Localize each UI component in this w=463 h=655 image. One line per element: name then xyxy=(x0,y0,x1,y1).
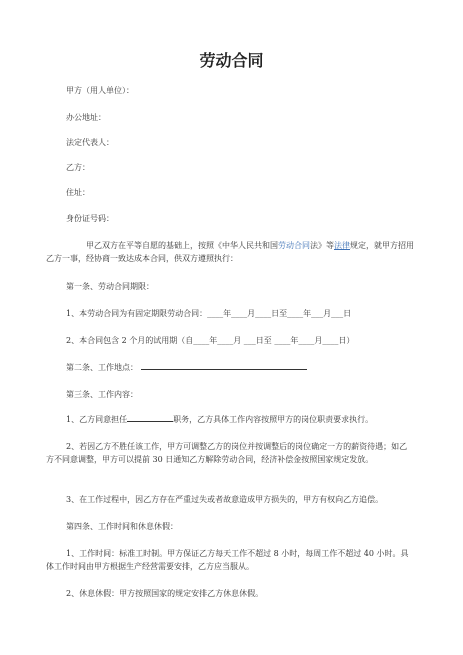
intro-text-2: 法》等 xyxy=(310,241,334,250)
document-title: 劳动合同 xyxy=(199,51,264,70)
article1-item2: 2、本合同包含 2 个月的试用期（自____年____月 ___日至 ____年____月____日） xyxy=(66,336,355,345)
article4-item2: 2、休息休假：甲方按照国家的规定安排乙方休息休假。 xyxy=(66,589,264,598)
link-labor-contract[interactable]: 劳动合同 xyxy=(278,241,310,250)
article3-title: 第三条、工作内容： xyxy=(66,390,138,399)
id-number-label: 身份证号码： xyxy=(66,214,114,223)
link-law[interactable]: 法律 xyxy=(334,241,350,250)
party-a-label: 甲方（用人单位）： xyxy=(66,86,134,95)
intro-paragraph xyxy=(46,239,418,265)
blank-workplace xyxy=(141,363,307,370)
article3-item1-text-a: 1、乙方同意担任 xyxy=(66,415,128,424)
article3-item1-text-b: 职务，乙方具体工作内容按照甲方的岗位职责要求执行。 xyxy=(173,415,374,424)
blank-position xyxy=(127,415,173,422)
article1-title: 第一条、劳动合同期限： xyxy=(66,282,154,291)
article1-item1: 1、本劳动合同为有固定期限劳动合同：____年____月____日至____年___月___日 xyxy=(66,309,352,318)
article3-item1 xyxy=(66,413,411,426)
office-address-label: 办公地址： xyxy=(66,113,106,122)
party-b-label: 乙方： xyxy=(66,163,90,172)
article2-title xyxy=(66,361,411,374)
article3-item3: 3、在工作过程中，因乙方存在严重过失或者故意造成甲方损失的，甲方有权向乙方追偿。 xyxy=(66,495,384,504)
intro-text-3: 规定，就甲方招用乙方一事，经协商一致达成本合同，供双方遵照执行： xyxy=(46,241,414,263)
article3-item2: 2、若因乙方不胜任该工作，甲方可调整乙方的岗位并按调整后的岗位确定一方的薪资待遇；如乙方不同意调整，甲方可以提前 30 日通知乙方解除劳动合同，经济补偿金按照国家规定发放。 xyxy=(46,442,408,464)
article2-title-text: 第二条、工作地点： xyxy=(66,363,138,372)
legal-rep-label: 法定代表人： xyxy=(66,138,114,147)
article4-title: 第四条、工作时间和休息休假： xyxy=(66,522,178,531)
intro-text-1: 甲乙双方在平等自愿的基础上，按照《中华人民共和国 xyxy=(86,241,278,250)
article4-item1: 1、工作时间：标准工时制。甲方保证乙方每天工作不超过 8 小时，每周工作不超过 40 小时。具体工作时间由甲方根据生产经营需要安排，乙方应当服从。 xyxy=(46,549,409,571)
residence-label: 住址： xyxy=(66,188,90,197)
